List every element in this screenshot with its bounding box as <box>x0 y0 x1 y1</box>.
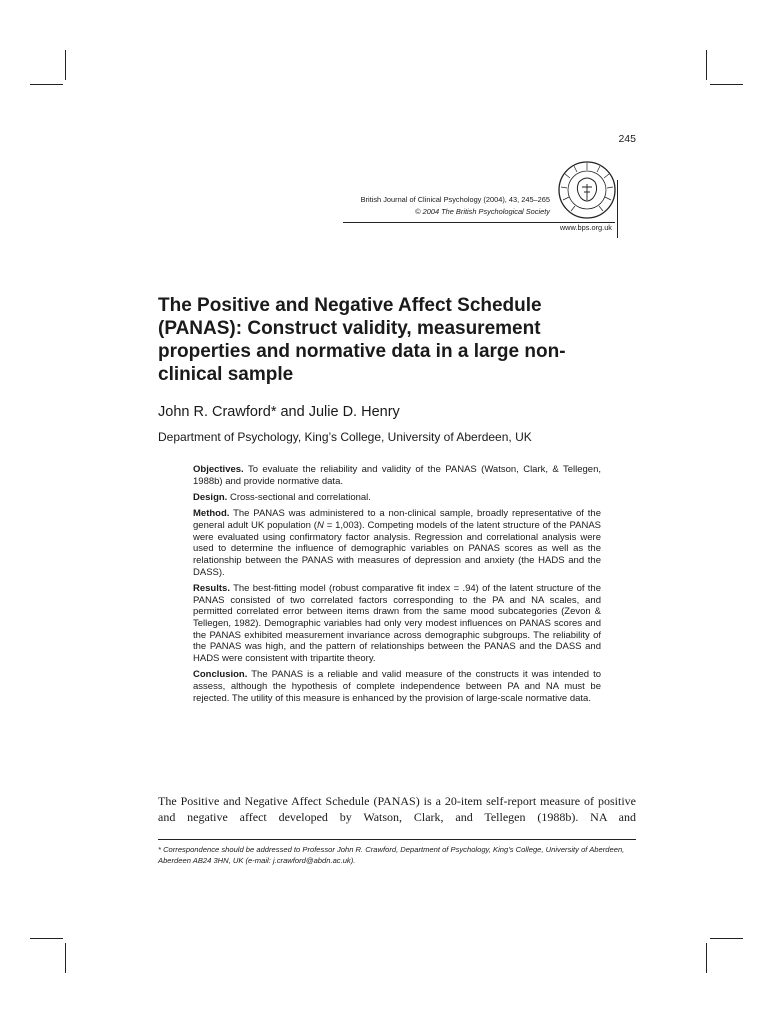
journal-header <box>300 194 550 218</box>
crop-mark-top-right-h <box>710 84 743 85</box>
page-number: 245 <box>618 133 636 145</box>
crop-mark-bottom-right-v <box>706 943 707 973</box>
abstract-method: Method. The PANAS was administered to a non-clinical sample, broadly representative of the general adult UK population (N = 1,003). Competing models of the latent structure of the PANAS were evaluated using confirmatory factor analysis. Regression and correlational analysis were used to determine the influence of demographic variables on PANAS scores as well as the relationship between the PANAS with measures of depression and anxiety (the HADS and the DASS). <box>193 508 601 578</box>
abstract-objectives: Objectives. To evaluate the reliability and validity of the PANAS (Watson, Clark, & Tellegen, 1988b) and provide normative data. <box>193 464 602 487</box>
article-title: The Positive and Negative Affect Schedule (PANAS): Construct validity, measurement properties and normative data in a large non-clinical sample <box>158 295 566 385</box>
intro-paragraph: The Positive and Negative Affect Schedule (PANAS) is a 20-item self-report measure of positive and negative affect developed by Watson, Clark, and Tellegen (1988b). NA and <box>158 794 636 824</box>
correspondence-footnote: * Correspondence should be addressed to Professor John R. Crawford, Department of Psychology, King’s College, University of Aberdeen, Aberdeen AB24 3HN, UK (e-mail: j.crawford@abdn.ac.uk). <box>158 845 625 865</box>
article-authors: John R. Crawford* and Julie D. Henry <box>158 404 400 420</box>
footnote-rule <box>158 839 636 840</box>
journal-website: www.bps.org.uk <box>559 223 612 232</box>
abstract-results: Results. The best-fitting model (robust comparative fit index = .94) of the latent structure of the PANAS consisted of two correlated factors corresponding to the PA and NA scales, and permitted correlated error between items drawn from the same mood subcategories (Zevon & Tellegen, 1982). Demographic variables had only very modest influences on PANAS scores and the PANAS exhibited measurement invariance across demographic subgroups. The reliability of the PANAS was high, and the pattern of relationships between the PANAS and the DASS and HADS were consistent with tripartite theory. <box>193 582 601 665</box>
journal-citation: British Journal of Clinical Psychology (2004), 43, 245–265 <box>360 195 550 204</box>
crop-mark-bottom-right-h <box>710 938 743 939</box>
journal-copyright: © 2004 The British Psychological Society <box>415 207 550 216</box>
crop-mark-top-left-v <box>65 50 66 80</box>
crop-mark-bottom-left-v <box>65 943 66 973</box>
abstract-design: Design. Cross-sectional and correlational. <box>193 491 371 503</box>
abstract <box>193 464 601 709</box>
header-vertical-rule <box>617 180 618 238</box>
bps-seal-logo <box>557 160 617 220</box>
abstract-conclusion: Conclusion. The PANAS is a reliable and valid measure of the constructs it was intended to assess, although the hypothesis of complete independence between PA and NA must be rejected. The utility of this measure is enhanced by the provision of large-scale normative data. <box>193 669 602 704</box>
crop-mark-top-left-h <box>30 84 63 85</box>
crop-mark-bottom-left-h <box>30 938 63 939</box>
article-affiliation: Department of Psychology, King’s College, University of Aberdeen, UK <box>158 430 532 444</box>
crop-mark-top-right-v <box>706 50 707 80</box>
